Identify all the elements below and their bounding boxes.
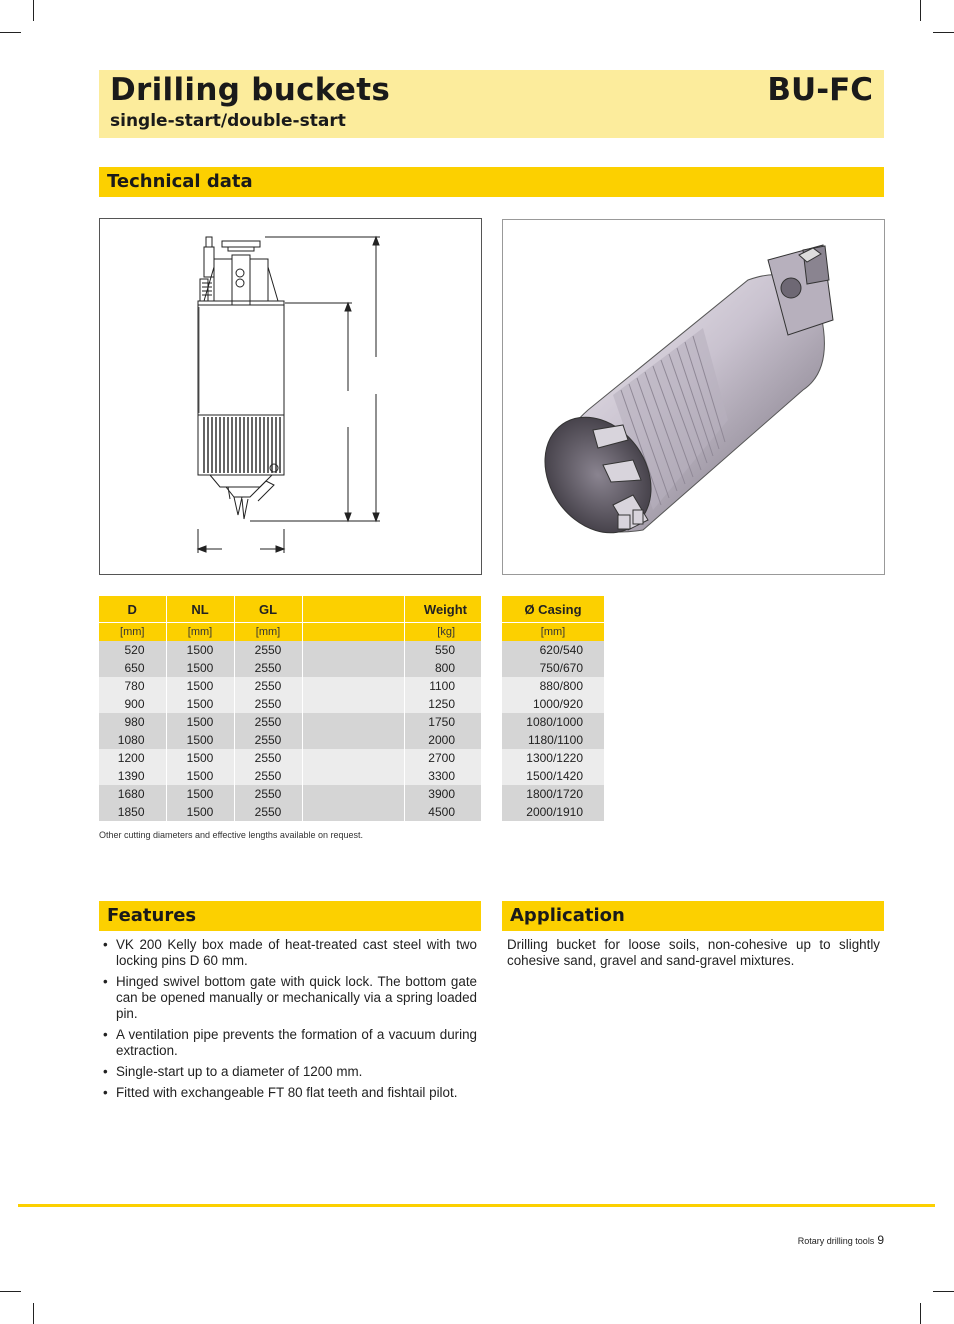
table-cell: 2550 xyxy=(234,785,302,803)
column-header xyxy=(302,596,404,623)
table-row xyxy=(99,695,481,713)
footer-label: Rotary drilling tools xyxy=(797,1236,875,1246)
features-heading xyxy=(99,901,481,931)
table-cell: 1100 xyxy=(404,677,481,695)
table-cell: 1800/1720 xyxy=(502,785,604,803)
table-cell: 1500 xyxy=(166,803,234,821)
technical-data-heading xyxy=(99,167,884,197)
table-cell: 1180/1100 xyxy=(502,731,604,749)
column-header: Weight xyxy=(404,596,481,623)
table-cell: 1500 xyxy=(166,659,234,677)
crop-mark xyxy=(933,1291,954,1292)
table-cell: 2700 xyxy=(404,749,481,767)
table-row xyxy=(99,713,481,731)
table-cell: 1080 xyxy=(99,731,166,749)
unit-cell: [mm] xyxy=(234,623,302,642)
bucket-drawing-svg xyxy=(100,219,481,574)
table-cell: 1680 xyxy=(99,785,166,803)
table-cell: 1300/1220 xyxy=(502,749,604,767)
table-row xyxy=(99,803,481,821)
feature-item: • Hinged swivel bottom gate with quick lock. The bottom gate can be opened manually or mechanically via a spring loaded pin. xyxy=(99,974,477,1022)
table-cell: 4500 xyxy=(404,803,481,821)
column-header: D xyxy=(99,596,166,623)
crop-mark xyxy=(0,1291,21,1292)
table-row xyxy=(502,713,604,731)
table-cell xyxy=(302,713,404,731)
table-cell: 1000/920 xyxy=(502,695,604,713)
crop-mark xyxy=(933,32,954,33)
availability-note: Other cutting diameters and effective lengths available on request. xyxy=(99,830,363,840)
table-header-row xyxy=(502,596,604,623)
technical-drawing xyxy=(99,218,482,575)
table-row xyxy=(99,659,481,677)
crop-mark xyxy=(0,32,21,33)
table-row xyxy=(99,677,481,695)
table-row xyxy=(502,659,604,677)
table-cell: 2550 xyxy=(234,803,302,821)
table-cell: 2550 xyxy=(234,677,302,695)
feature-item: • VK 200 Kelly box made of heat-treated cast steel with two locking pins D 60 mm. xyxy=(99,937,477,969)
table-cell xyxy=(302,749,404,767)
units-row xyxy=(99,623,481,642)
technical-data-table xyxy=(99,596,481,821)
table-cell: 1500 xyxy=(166,767,234,785)
table-cell: 1500/1420 xyxy=(502,767,604,785)
features-label: Features xyxy=(107,905,197,926)
technical-data-label: Technical data xyxy=(107,171,253,192)
application-heading xyxy=(502,901,884,931)
table-row xyxy=(502,731,604,749)
table-cell: 1250 xyxy=(404,695,481,713)
table-cell: 520 xyxy=(99,641,166,659)
table-cell: 1500 xyxy=(166,749,234,767)
table-cell: 1390 xyxy=(99,767,166,785)
table-cell xyxy=(302,695,404,713)
table-cell: 2550 xyxy=(234,695,302,713)
table-cell xyxy=(302,677,404,695)
table-cell: 1500 xyxy=(166,641,234,659)
application-text: Drilling bucket for loose soils, non-cohesive up to slightly cohesive sand, gravel and sand-gravel mixtures. xyxy=(507,937,880,968)
column-header: NL xyxy=(166,596,234,623)
page-header xyxy=(99,70,884,138)
table-cell xyxy=(302,659,404,677)
table-row xyxy=(99,641,481,659)
table-cell: 900 xyxy=(99,695,166,713)
unit-cell: [kg] xyxy=(404,623,481,642)
table-row xyxy=(502,677,604,695)
units-row xyxy=(502,623,604,642)
table-cell: 620/540 xyxy=(502,641,604,659)
table-row xyxy=(99,731,481,749)
table-cell xyxy=(302,803,404,821)
table-cell: 780 xyxy=(99,677,166,695)
page-title: Drilling buckets xyxy=(110,72,391,108)
table-row xyxy=(99,767,481,785)
table-cell: 1500 xyxy=(166,677,234,695)
table-row xyxy=(502,749,604,767)
crop-mark xyxy=(33,0,34,21)
unit-cell: [mm] xyxy=(502,623,604,642)
table-cell: 550 xyxy=(404,641,481,659)
table-cell: 2550 xyxy=(234,749,302,767)
table-cell: 2000 xyxy=(404,731,481,749)
table-cell: 1080/1000 xyxy=(502,713,604,731)
table-cell: 1500 xyxy=(166,731,234,749)
table-cell: 750/670 xyxy=(502,659,604,677)
table-row xyxy=(502,785,604,803)
features-list xyxy=(99,937,477,1106)
table-cell xyxy=(302,641,404,659)
page-number: 9 xyxy=(877,1233,884,1247)
table-cell: 1200 xyxy=(99,749,166,767)
table-cell: 980 xyxy=(99,713,166,731)
table-cell: 2000/1910 xyxy=(502,803,604,821)
table-cell xyxy=(302,785,404,803)
table-cell: 1500 xyxy=(166,695,234,713)
table-cell: 1850 xyxy=(99,803,166,821)
table-cell: 1750 xyxy=(404,713,481,731)
product-code: BU-FC xyxy=(767,72,873,108)
table-header-row xyxy=(99,596,481,623)
table-row xyxy=(502,641,604,659)
feature-item: • A ventilation pipe prevents the formation of a vacuum during extraction. xyxy=(99,1027,477,1059)
table-cell: 650 xyxy=(99,659,166,677)
footer-rule xyxy=(18,1204,935,1207)
crop-mark xyxy=(33,1303,34,1324)
table-row xyxy=(502,695,604,713)
unit-cell xyxy=(302,623,404,642)
table-cell xyxy=(302,731,404,749)
page-footer xyxy=(798,1233,884,1247)
table-cell: 1500 xyxy=(166,785,234,803)
unit-cell: [mm] xyxy=(166,623,234,642)
table-cell: 2550 xyxy=(234,767,302,785)
table-cell: 3300 xyxy=(404,767,481,785)
table-cell xyxy=(302,767,404,785)
table-row xyxy=(99,749,481,767)
table-cell: 880/800 xyxy=(502,677,604,695)
page-subtitle: single-start/double-start xyxy=(110,111,346,131)
feature-item: • Fitted with exchangeable FT 80 flat teeth and fishtail pilot. xyxy=(99,1085,477,1101)
column-header: GL xyxy=(234,596,302,623)
feature-item: • Single-start up to a diameter of 1200 mm. xyxy=(99,1064,477,1080)
table-cell: 2550 xyxy=(234,731,302,749)
table-cell: 2550 xyxy=(234,713,302,731)
unit-cell: [mm] xyxy=(99,623,166,642)
crop-mark xyxy=(920,0,921,21)
casing-table xyxy=(502,596,604,821)
table-cell: 1500 xyxy=(166,713,234,731)
bucket-illustration xyxy=(502,219,885,575)
application-label: Application xyxy=(510,905,625,926)
table-cell: 2550 xyxy=(234,641,302,659)
table-cell: 800 xyxy=(404,659,481,677)
table-row xyxy=(502,803,604,821)
crop-mark xyxy=(920,1303,921,1324)
table-row xyxy=(99,785,481,803)
column-header: Ø Casing xyxy=(502,596,604,623)
table-cell: 3900 xyxy=(404,785,481,803)
table-cell: 2550 xyxy=(234,659,302,677)
bucket-render-svg xyxy=(503,220,884,574)
table-row xyxy=(502,767,604,785)
